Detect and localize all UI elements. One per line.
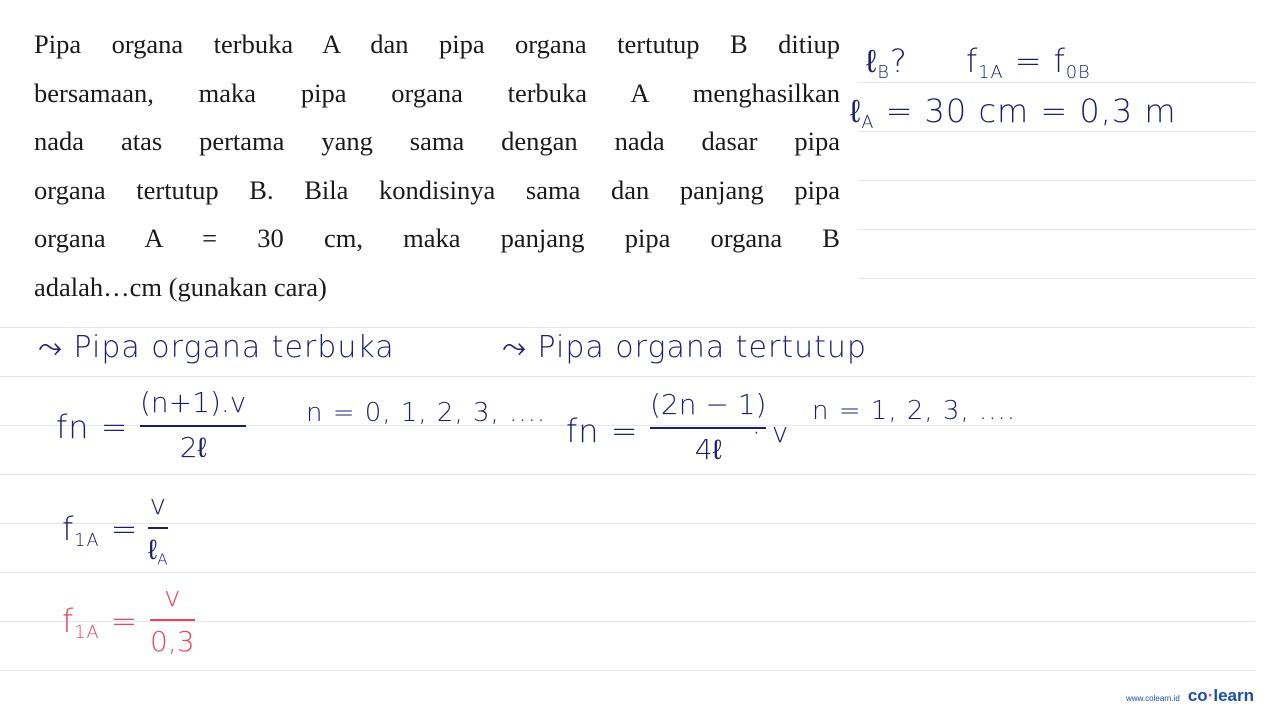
equals-f: = f (1003, 42, 1066, 80)
problem-line: nada atas pertama yang sama dengan nada dasar pipa (34, 126, 840, 157)
fraction-bar (150, 619, 195, 621)
ell-symbol: ℓ (148, 533, 158, 566)
problem-line: Pipa organa terbuka A dan pipa organa tertutup B ditiup (34, 29, 840, 59)
fraction-bar (650, 427, 766, 429)
open-n-values: n = 0, 1, 2, 3, .... (306, 398, 547, 428)
ruled-line (858, 229, 1255, 230)
problem-line: organa A = 30 cm, maka panjang pipa organa B (34, 223, 840, 254)
lA-value: = 30 cm = 0,3 m (874, 92, 1177, 130)
wave-arrow-icon: ⤳ (38, 330, 74, 365)
heading-open-pipe (38, 330, 395, 365)
f1a-red-lhs (62, 602, 138, 643)
f1a-red-numerator: v (163, 580, 181, 613)
closed-dot-v: · v (752, 416, 790, 449)
closed-numerator: (2n − 1) (650, 388, 767, 421)
ell-symbol: ℓ (850, 92, 862, 130)
ruled-line (0, 327, 1255, 328)
problem-line: organa tertutup B. Bila kondisinya sama dan panjang pipa (34, 174, 840, 205)
closed-n-values: n = 1, 2, 3, .... (812, 396, 1017, 426)
ell-sub: A (861, 113, 875, 134)
f-sub: 0B (1065, 63, 1091, 84)
f1a-denominator (148, 533, 168, 568)
f-symbol: f (62, 510, 75, 548)
ruled-line (0, 474, 1255, 475)
f1a-red-denominator: 0,3 (150, 625, 195, 658)
f1a-numerator: v (149, 488, 167, 521)
unknown-lB (866, 42, 908, 83)
ell-sub: B (877, 63, 890, 84)
closed-formula-lhs: fn = (566, 412, 639, 450)
fraction-bar (140, 425, 246, 427)
f-symbol: f (966, 42, 979, 80)
brand-logo-part: learn (1213, 686, 1254, 705)
open-formula-lhs: fn = (56, 408, 129, 446)
fraction-bar (148, 527, 168, 529)
brand-logo (1188, 686, 1254, 706)
f1a-red-fraction (150, 580, 195, 658)
f1a-fraction (148, 488, 168, 568)
brand-footer (1126, 686, 1254, 706)
given-lA (850, 92, 1177, 133)
open-numerator: (n+1).v (140, 386, 247, 419)
ell-sub: A (157, 550, 168, 569)
ell-symbol: ℓ (866, 42, 878, 80)
open-denominator: 2ℓ (179, 431, 207, 464)
question-mark: ? (889, 42, 908, 80)
f1a-lhs (62, 510, 138, 551)
f-symbol: f (62, 602, 75, 640)
problem-line: adalah…cm (gunakan cara) (34, 271, 327, 302)
brand-logo-dot: · (1207, 686, 1214, 705)
heading-closed-text: Pipa organa tertutup (537, 330, 867, 365)
ruled-line (0, 376, 1255, 377)
f-sub: 1A (74, 623, 100, 644)
ruled-line (858, 278, 1255, 279)
frequency-equality (966, 42, 1091, 83)
brand-url: www.colearn.id (1126, 694, 1180, 703)
closed-denominator: 4ℓ (694, 433, 722, 466)
closed-formula-fraction (650, 388, 766, 466)
ruled-line (0, 670, 1255, 671)
brand-logo-part: co (1187, 686, 1208, 705)
ruled-line (858, 180, 1255, 181)
equals-sign: = (99, 602, 139, 640)
problem-line: bersamaan, maka pipa organa terbuka A menghasilkan (34, 77, 840, 108)
wave-arrow-icon: ⤳ (502, 330, 538, 365)
heading-closed-pipe (502, 330, 867, 365)
heading-open-text: Pipa organa terbuka (73, 330, 395, 365)
open-formula-fraction (140, 386, 246, 464)
f-sub: 1A (978, 63, 1004, 84)
equals-sign: = (99, 510, 139, 548)
f-sub: 1A (74, 531, 100, 552)
ruled-line (0, 523, 1255, 524)
problem-statement (34, 20, 840, 312)
ruled-line (0, 572, 1255, 573)
